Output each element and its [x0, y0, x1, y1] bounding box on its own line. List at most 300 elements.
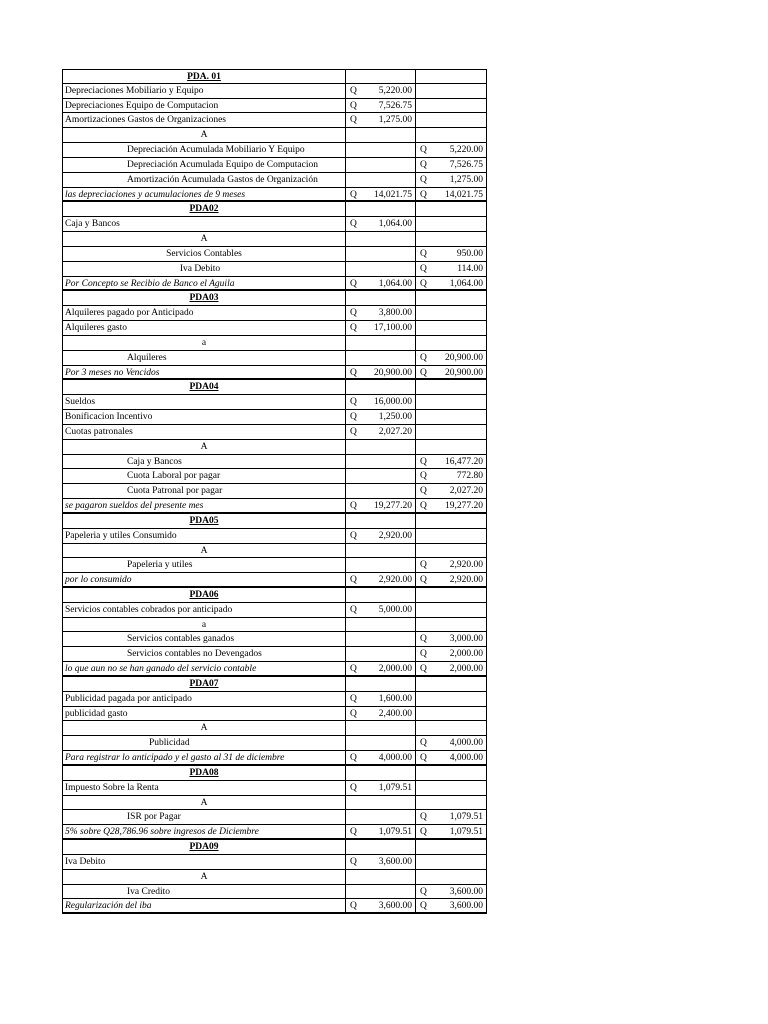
description-cell: [62, 751, 345, 764]
description-cell: [62, 410, 345, 424]
separator-label: a: [201, 337, 207, 348]
currency-symbol: Q: [350, 85, 357, 96]
credit-cell: [415, 99, 487, 113]
description-cell: [62, 217, 345, 231]
credit-cell: [415, 173, 487, 187]
entry-number: PDA09: [189, 842, 219, 853]
debit-cell: [345, 262, 415, 276]
separator-label: A: [200, 723, 208, 734]
account-label: Alquileres pagado por Anticipado: [65, 308, 194, 319]
credit-amount: 2,000.00: [449, 649, 483, 660]
debit-cell: [345, 603, 415, 617]
credit-cell: [415, 766, 487, 780]
account-label: Regularización del iba: [65, 901, 152, 912]
debit-cell: [345, 173, 415, 187]
account-label: Amortizaciones Gastos de Organizaciones: [65, 115, 227, 126]
account-label: Depreciaciones Mobiliario y Equipo: [65, 85, 204, 96]
debit-amount: 2,027.20: [378, 426, 412, 437]
currency-symbol: Q: [350, 693, 357, 704]
credit-cell: [415, 440, 487, 454]
entry-number: PDA05: [189, 515, 219, 526]
debit-cell: [345, 810, 415, 824]
description-cell: [62, 855, 345, 869]
description-cell: [62, 469, 345, 483]
account-label: Iva Credito: [127, 886, 171, 897]
account-label: Caja y Bancos: [127, 456, 182, 467]
separator-label: A: [200, 871, 208, 882]
credit-amount: 4,000.00: [449, 738, 483, 749]
currency-symbol: Q: [420, 145, 427, 156]
credit-cell: [415, 188, 487, 201]
debit-cell: [345, 707, 415, 721]
credit-cell: [415, 736, 487, 750]
description-cell: [62, 128, 345, 142]
debit-amount: 2,920.00: [378, 530, 412, 541]
account-label: 5% sobre Q28,786.96 sobre ingresos de Diciembre: [65, 827, 259, 838]
ledger-row-sep: [62, 721, 487, 736]
credit-amount: 3,000.00: [449, 634, 483, 645]
description-cell: [62, 529, 345, 543]
credit-cell: [415, 751, 487, 764]
credit-amount: 14,021.75: [445, 189, 483, 200]
credit-amount: 2,027.20: [449, 486, 483, 497]
ledger-row-total: [62, 188, 487, 203]
debit-amount: 3,600.00: [378, 856, 412, 867]
ledger-row-debit: [62, 395, 487, 410]
debit-cell: [345, 840, 415, 854]
currency-symbol: Q: [350, 827, 357, 838]
description-cell: [62, 677, 345, 691]
ledger-row-sep: [62, 618, 487, 633]
debit-cell: [345, 366, 415, 379]
credit-amount: 16,477.20: [445, 456, 483, 467]
currency-symbol: Q: [420, 649, 427, 660]
debit-cell: [345, 573, 415, 586]
description-cell: [62, 113, 345, 127]
separator-label: a: [201, 619, 207, 630]
credit-cell: [415, 484, 487, 498]
description-cell: [62, 870, 345, 884]
debit-amount: 5,220.00: [378, 85, 412, 96]
credit-cell: [415, 410, 487, 424]
description-cell: [62, 247, 345, 261]
account-label: Iva Debito: [65, 856, 106, 867]
debit-cell: [345, 128, 415, 142]
currency-symbol: Q: [350, 323, 357, 334]
credit-cell: [415, 662, 487, 675]
entry-number: PDA04: [189, 382, 219, 393]
ledger-row-total: [62, 366, 487, 381]
debit-cell: [345, 188, 415, 201]
currency-symbol: Q: [350, 308, 357, 319]
credit-cell: [415, 247, 487, 261]
debit-cell: [345, 766, 415, 780]
account-label: se pagaron sueldos del presente mes: [65, 501, 204, 512]
debit-cell: [345, 529, 415, 543]
currency-symbol: Q: [350, 753, 357, 764]
debit-cell: [345, 336, 415, 350]
account-label: lo que aun no se han ganado del servicio contable: [65, 664, 257, 675]
debit-cell: [345, 113, 415, 127]
debit-cell: [345, 870, 415, 884]
entry-number: PDA08: [189, 767, 219, 778]
credit-cell: [415, 899, 487, 912]
ledger-row-sep: [62, 440, 487, 455]
debit-amount: 17,100.00: [374, 323, 412, 334]
debit-cell: [345, 484, 415, 498]
currency-symbol: Q: [350, 664, 357, 675]
description-cell: [62, 321, 345, 335]
description-cell: [62, 455, 345, 469]
description-cell: [62, 173, 345, 187]
debit-cell: [345, 202, 415, 216]
ledger-row-credit: [62, 158, 487, 173]
description-cell: [62, 840, 345, 854]
credit-cell: [415, 558, 487, 572]
currency-symbol: Q: [350, 501, 357, 512]
description-cell: [62, 306, 345, 320]
debit-cell: [345, 558, 415, 572]
description-cell: [62, 262, 345, 276]
account-label: Iva Debito: [179, 263, 221, 274]
ledger-row-header: [62, 677, 487, 692]
ledger-row-debit: [62, 529, 487, 544]
ledger-row-debit: [62, 113, 487, 128]
debit-amount: 1,250.00: [378, 412, 412, 423]
description-cell: [62, 781, 345, 795]
credit-cell: [415, 84, 487, 98]
debit-cell: [345, 855, 415, 869]
debit-cell: [345, 899, 415, 912]
ledger-row-credit: [62, 632, 487, 647]
credit-amount: 1,079.51: [449, 812, 483, 823]
account-label: Alquileres: [127, 352, 167, 363]
ledger-row-debit: [62, 855, 487, 870]
debit-amount: 14,021.75: [374, 189, 412, 200]
credit-cell: [415, 351, 487, 365]
currency-symbol: Q: [420, 174, 427, 185]
credit-cell: [415, 721, 487, 735]
credit-amount: 4,000.00: [449, 753, 483, 764]
debit-amount: 19,277.20: [374, 501, 412, 512]
description-cell: [62, 202, 345, 216]
debit-cell: [345, 544, 415, 558]
ledger-row-credit: [62, 247, 487, 262]
currency-symbol: Q: [420, 560, 427, 571]
currency-symbol: Q: [420, 634, 427, 645]
currency-symbol: Q: [420, 812, 427, 823]
credit-cell: [415, 514, 487, 528]
debit-amount: 5,000.00: [378, 604, 412, 615]
ledger-row-credit: [62, 455, 487, 470]
debit-cell: [345, 499, 415, 512]
description-cell: [62, 440, 345, 454]
currency-symbol: Q: [350, 530, 357, 541]
credit-amount: 20,900.00: [445, 352, 483, 363]
description-cell: [62, 692, 345, 706]
credit-cell: [415, 796, 487, 810]
description-cell: [62, 84, 345, 98]
description-cell: [62, 277, 345, 290]
debit-cell: [345, 99, 415, 113]
currency-symbol: Q: [350, 115, 357, 126]
debit-amount: 1,079.51: [378, 782, 412, 793]
debit-cell: [345, 291, 415, 305]
description-cell: [62, 721, 345, 735]
ledger-row-credit: [62, 484, 487, 499]
description-cell: [62, 351, 345, 365]
ledger-row-credit: [62, 558, 487, 573]
account-label: Por 3 meses no Vencidos: [65, 367, 160, 378]
debit-cell: [345, 736, 415, 750]
currency-symbol: Q: [350, 604, 357, 615]
description-cell: [62, 796, 345, 810]
debit-amount: 20,900.00: [374, 367, 412, 378]
description-cell: [62, 544, 345, 558]
debit-cell: [345, 247, 415, 261]
currency-symbol: Q: [420, 471, 427, 482]
account-label: Servicios contables ganados: [127, 634, 235, 645]
description-cell: [62, 158, 345, 172]
debit-cell: [345, 306, 415, 320]
credit-cell: [415, 291, 487, 305]
account-label: Cuota Patronal por pagar: [127, 486, 223, 497]
debit-amount: 2,920.00: [378, 575, 412, 586]
credit-cell: [415, 232, 487, 246]
account-label: Caja y Bancos: [65, 219, 120, 230]
credit-cell: [415, 885, 487, 899]
ledger-row-credit: [62, 810, 487, 825]
debit-amount: 1,064.00: [378, 278, 412, 289]
ledger-row-debit: [62, 692, 487, 707]
ledger-row-header: [62, 840, 487, 855]
credit-amount: 19,277.20: [445, 501, 483, 512]
entry-number: PDA03: [189, 293, 219, 304]
ledger-row-header: [62, 291, 487, 306]
debit-cell: [345, 647, 415, 661]
account-label: Depreciación Acumulada Equipo de Computacion: [127, 159, 318, 170]
credit-cell: [415, 380, 487, 394]
account-label: por lo consumido: [65, 575, 132, 586]
currency-symbol: Q: [420, 738, 427, 749]
ledger-row-total: [62, 899, 487, 914]
credit-cell: [415, 455, 487, 469]
ledger-row-debit: [62, 321, 487, 336]
currency-symbol: Q: [350, 219, 357, 230]
debit-cell: [345, 588, 415, 602]
debit-amount: 2,400.00: [378, 708, 412, 719]
description-cell: [62, 484, 345, 498]
credit-cell: [415, 573, 487, 586]
debit-cell: [345, 618, 415, 632]
currency-symbol: Q: [350, 426, 357, 437]
credit-cell: [415, 855, 487, 869]
debit-cell: [345, 781, 415, 795]
credit-cell: [415, 707, 487, 721]
ledger-row-credit: [62, 885, 487, 900]
credit-cell: [415, 529, 487, 543]
debit-cell: [345, 885, 415, 899]
description-cell: [62, 885, 345, 899]
account-label: Servicios contables cobrados por anticipado: [65, 604, 233, 615]
credit-amount: 114.00: [457, 263, 483, 274]
ledger-row-credit: [62, 647, 487, 662]
debit-amount: 1,064.00: [378, 219, 412, 230]
ledger-row-header: [62, 380, 487, 395]
ledger-row-debit: [62, 781, 487, 796]
description-cell: [62, 632, 345, 646]
debit-cell: [345, 662, 415, 675]
credit-cell: [415, 321, 487, 335]
description-cell: [62, 232, 345, 246]
description-cell: [62, 99, 345, 113]
credit-cell: [415, 425, 487, 439]
credit-amount: 2,920.00: [449, 575, 483, 586]
account-label: Por Concepto se Recibio de Banco el Aguila: [65, 278, 235, 289]
debit-cell: [345, 395, 415, 409]
debit-cell: [345, 321, 415, 335]
account-label: Alquileres gasto: [65, 323, 128, 334]
description-cell: [62, 499, 345, 512]
credit-cell: [415, 202, 487, 216]
credit-cell: [415, 262, 487, 276]
debit-cell: [345, 796, 415, 810]
credit-amount: 950.00: [456, 248, 483, 259]
description-cell: [62, 380, 345, 394]
description-cell: [62, 736, 345, 750]
account-label: Publicidad: [149, 738, 190, 749]
description-cell: [62, 707, 345, 721]
account-label: ISR por Pagar: [127, 812, 181, 823]
credit-cell: [415, 544, 487, 558]
debit-cell: [345, 143, 415, 157]
ledger-row-debit: [62, 425, 487, 440]
debit-amount: 16,000.00: [374, 397, 412, 408]
debit-cell: [345, 380, 415, 394]
ledger-row-header: [62, 202, 487, 217]
account-label: Publicidad pagada por anticipado: [65, 693, 192, 704]
debit-cell: [345, 677, 415, 691]
debit-cell: [345, 84, 415, 98]
ledger-row-debit: [62, 84, 487, 99]
credit-cell: [415, 677, 487, 691]
currency-symbol: Q: [350, 278, 357, 289]
currency-symbol: Q: [420, 352, 427, 363]
description-cell: [62, 647, 345, 661]
ledger-row-debit: [62, 707, 487, 722]
currency-symbol: Q: [420, 901, 427, 912]
account-label: Cuotas patronales: [65, 426, 133, 437]
ledger-row-sep: [62, 544, 487, 559]
credit-amount: 5,220.00: [449, 145, 483, 156]
account-label: publicidad gasto: [65, 708, 128, 719]
credit-cell: [415, 810, 487, 824]
account-label: Servicios contables no Devengados: [127, 649, 262, 660]
ledger-row-total: [62, 825, 487, 840]
description-cell: [62, 810, 345, 824]
currency-symbol: Q: [420, 263, 427, 274]
credit-cell: [415, 217, 487, 231]
currency-symbol: Q: [420, 886, 427, 897]
account-label: Depreciaciones Equipo de Computacion: [65, 100, 219, 111]
debit-cell: [345, 410, 415, 424]
account-label: Papeleria y utiles: [127, 560, 193, 571]
debit-cell: [345, 158, 415, 172]
currency-symbol: Q: [350, 856, 357, 867]
ledger-row-sep: [62, 232, 487, 247]
ledger-row-debit: [62, 410, 487, 425]
credit-amount: 7,526.75: [449, 159, 483, 170]
ledger-row-credit: [62, 351, 487, 366]
ledger-row-credit: [62, 173, 487, 188]
currency-symbol: Q: [350, 100, 357, 111]
entry-number: PDA06: [189, 589, 219, 600]
credit-cell: [415, 692, 487, 706]
separator-label: A: [200, 441, 208, 452]
ledger-row-sep: [62, 796, 487, 811]
account-label: Depreciación Acumulada Mobiliario Y Equipo: [127, 145, 305, 156]
debit-amount: 7,526.75: [378, 100, 412, 111]
ledger-row-total: [62, 277, 487, 292]
ledger-row-debit: [62, 603, 487, 618]
entry-number: PDA07: [189, 678, 219, 689]
credit-cell: [415, 395, 487, 409]
debit-cell: [345, 469, 415, 483]
debit-amount: 1,079.51: [378, 827, 412, 838]
credit-cell: [415, 840, 487, 854]
debit-amount: 3,600.00: [378, 901, 412, 912]
account-label: Amortización Acumulada Gastos de Organización: [127, 174, 318, 185]
currency-symbol: Q: [420, 248, 427, 259]
description-cell: [62, 603, 345, 617]
currency-symbol: Q: [350, 367, 357, 378]
debit-cell: [345, 425, 415, 439]
debit-cell: [345, 751, 415, 764]
description-cell: [62, 395, 345, 409]
debit-cell: [345, 455, 415, 469]
currency-symbol: Q: [350, 189, 357, 200]
credit-cell: [415, 128, 487, 142]
currency-symbol: Q: [420, 753, 427, 764]
debit-amount: 2,000.00: [378, 664, 412, 675]
currency-symbol: Q: [420, 664, 427, 675]
credit-cell: [415, 70, 487, 83]
separator-label: A: [200, 130, 208, 141]
account-label: Bonificacion Incentivo: [65, 412, 153, 423]
description-cell: [62, 588, 345, 602]
description-cell: [62, 425, 345, 439]
currency-symbol: Q: [420, 456, 427, 467]
ledger-row-debit: [62, 217, 487, 232]
entry-number: PDA02: [189, 204, 219, 215]
credit-amount: 2,000.00: [449, 664, 483, 675]
debit-cell: [345, 351, 415, 365]
debit-cell: [345, 721, 415, 735]
ledger-row-header: [62, 588, 487, 603]
ledger-row-total: [62, 573, 487, 588]
credit-cell: [415, 306, 487, 320]
currency-symbol: Q: [350, 708, 357, 719]
description-cell: [62, 291, 345, 305]
credit-cell: [415, 603, 487, 617]
debit-cell: [345, 632, 415, 646]
entry-number: PDA. 01: [187, 72, 221, 82]
currency-symbol: Q: [420, 367, 427, 378]
ledger-row-sep: [62, 870, 487, 885]
currency-symbol: Q: [350, 397, 357, 408]
description-cell: [62, 336, 345, 350]
credit-amount: 1,079.51: [449, 827, 483, 838]
